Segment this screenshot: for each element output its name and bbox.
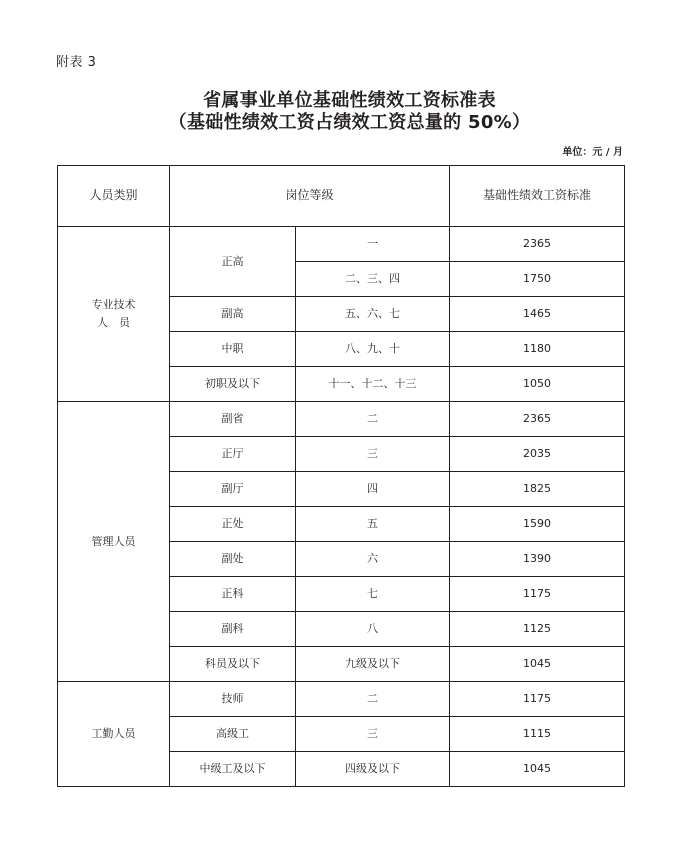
post-cell: 副科 <box>170 612 296 647</box>
table-row <box>58 402 625 437</box>
grade-cell: 五、六、七 <box>296 297 450 332</box>
amount-cell: 1115 <box>450 717 625 752</box>
grade-cell: 四 <box>296 472 450 507</box>
post-cell: 高级工 <box>170 717 296 752</box>
post-cell: 副省 <box>170 402 296 437</box>
post-cell: 副高 <box>170 297 296 332</box>
grade-cell: 七 <box>296 577 450 612</box>
amount-cell: 1825 <box>450 472 625 507</box>
grade-cell: 六 <box>296 542 450 577</box>
page-subtitle: （基础性绩效工资占绩效工资总量的 50%） <box>168 112 531 133</box>
post-cell: 初职及以下 <box>170 367 296 402</box>
category-professional: 专业技术 人 员 <box>58 227 170 402</box>
category-management: 管理人员 <box>58 402 170 682</box>
amount-cell: 1180 <box>450 332 625 367</box>
amount-cell: 1175 <box>450 577 625 612</box>
header-category: 人员类别 <box>58 166 170 227</box>
post-cell: 副处 <box>170 542 296 577</box>
amount-cell: 1465 <box>450 297 625 332</box>
post-cell: 中职 <box>170 332 296 367</box>
post-cell: 正厅 <box>170 437 296 472</box>
amount-cell: 1045 <box>450 647 625 682</box>
unit-note: 单位：元 / 月 <box>562 147 623 158</box>
amount-cell: 2365 <box>450 402 625 437</box>
amount-cell: 1175 <box>450 682 625 717</box>
amount-cell: 2035 <box>450 437 625 472</box>
table-row <box>58 227 625 262</box>
grade-cell: 三 <box>296 717 450 752</box>
post-cell: 中级工及以下 <box>170 752 296 787</box>
grade-cell: 八、九、十 <box>296 332 450 367</box>
table-row <box>58 682 625 717</box>
page-title: 省属事业单位基础性绩效工资标准表 <box>203 90 496 111</box>
category-workers: 工勤人员 <box>58 682 170 787</box>
grade-cell: 一 <box>296 227 450 262</box>
table-header-row <box>58 166 625 227</box>
post-cell: 正科 <box>170 577 296 612</box>
amount-cell: 2365 <box>450 227 625 262</box>
grade-cell: 五 <box>296 507 450 542</box>
post-cell: 科员及以下 <box>170 647 296 682</box>
post-cell: 副厅 <box>170 472 296 507</box>
post-cell: 技师 <box>170 682 296 717</box>
header-standard: 基础性绩效工资标准 <box>450 166 625 227</box>
grade-cell: 十一、十二、十三 <box>296 367 450 402</box>
grade-cell: 二、三、四 <box>296 262 450 297</box>
amount-cell: 1750 <box>450 262 625 297</box>
amount-cell: 1590 <box>450 507 625 542</box>
grade-cell: 二 <box>296 682 450 717</box>
amount-cell: 1125 <box>450 612 625 647</box>
post-cell: 正处 <box>170 507 296 542</box>
amount-cell: 1390 <box>450 542 625 577</box>
appendix-label: 附表 3 <box>56 55 97 70</box>
grade-cell: 三 <box>296 437 450 472</box>
grade-cell: 四级及以下 <box>296 752 450 787</box>
amount-cell: 1050 <box>450 367 625 402</box>
grade-cell: 八 <box>296 612 450 647</box>
post-cell: 正高 <box>170 227 296 297</box>
grade-cell: 九级及以下 <box>296 647 450 682</box>
header-post-grade: 岗位等级 <box>170 166 450 227</box>
amount-cell: 1045 <box>450 752 625 787</box>
grade-cell: 二 <box>296 402 450 437</box>
salary-standard-table <box>57 165 625 787</box>
